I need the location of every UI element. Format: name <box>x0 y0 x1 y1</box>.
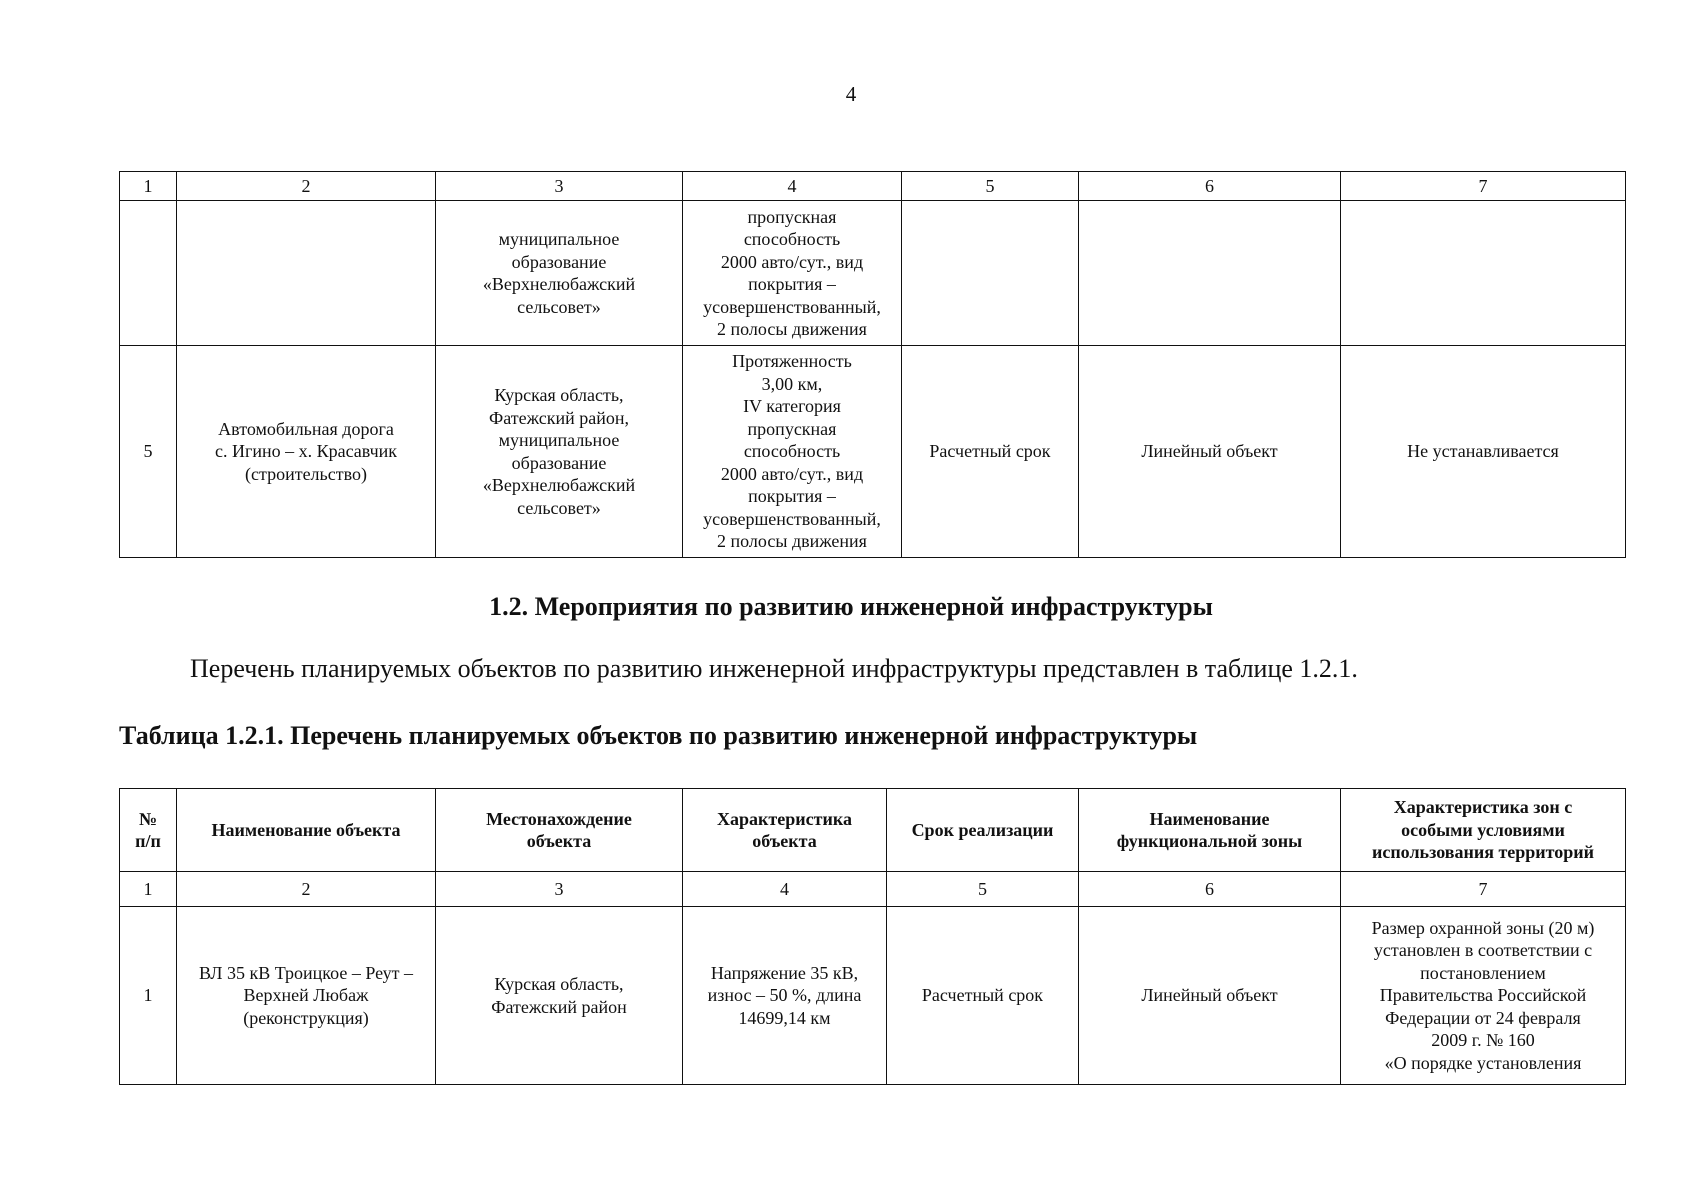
header-zone: Наименование функциональной зоны <box>1079 789 1341 872</box>
cell-num: 1 <box>120 907 177 1085</box>
table-row <box>120 201 1626 346</box>
column-number: 2 <box>177 172 436 201</box>
column-number: 6 <box>1079 172 1341 201</box>
cell-name <box>177 201 436 346</box>
cell-name: ВЛ 35 кВ Троицкое – Реут – Верхней Любаж (реконструкция) <box>177 907 436 1085</box>
cell-term <box>902 201 1079 346</box>
cell-characteristic: Протяженность 3,00 км, IV категория пропускная способность 2000 авто/сут., вид покрытия – усовершенствованный, 2 полосы движения <box>683 346 902 558</box>
column-number: 4 <box>683 172 902 201</box>
cell-zone: Линейный объект <box>1079 907 1341 1085</box>
cell-num: 5 <box>120 346 177 558</box>
cell-special-zone: Не устанавливается <box>1341 346 1626 558</box>
column-number: 4 <box>683 872 887 907</box>
body-paragraph: Перечень планируемых объектов по развитию инженерной инфраструктуры представлен в таблице 1.2.1. <box>190 654 1358 683</box>
column-number: 3 <box>436 872 683 907</box>
column-number: 7 <box>1341 172 1626 201</box>
cell-num <box>120 201 177 346</box>
cell-special-zone: Размер охранной зоны (20 м) установлен в соответствии с постановлением Правительства Российской Федерации от 24 февраля 2009 г. № 160 «О порядке установления <box>1341 907 1626 1085</box>
column-number: 3 <box>436 172 683 201</box>
cell-characteristic: Напряжение 35 кВ, износ – 50 %, длина 14699,14 км <box>683 907 887 1085</box>
table-row <box>120 346 1626 558</box>
header-name: Наименование объекта <box>177 789 436 872</box>
section-heading: 1.2. Мероприятия по развитию инженерной инфраструктуры <box>489 592 1213 621</box>
header-num: № п/п <box>120 789 177 872</box>
column-number: 1 <box>120 872 177 907</box>
header-characteristic: Характеристика объекта <box>683 789 887 872</box>
column-number: 7 <box>1341 872 1626 907</box>
header-location: Местонахождение объекта <box>436 789 683 872</box>
column-number: 2 <box>177 872 436 907</box>
cell-characteristic: пропускная способность 2000 авто/сут., вид покрытия – усовершенствованный, 2 полосы движения <box>683 201 902 346</box>
column-number: 1 <box>120 172 177 201</box>
table-caption: Таблица 1.2.1. Перечень планируемых объектов по развитию инженерной инфраструктуры <box>119 721 1198 750</box>
column-number-row <box>120 172 1626 201</box>
cell-location: Курская область, Фатежский район, муниципальное образование «Верхнелюбажский сельсовет» <box>436 346 683 558</box>
cell-location: муниципальное образование «Верхнелюбажский сельсовет» <box>436 201 683 346</box>
table-row <box>120 907 1626 1085</box>
page-number: 4 <box>845 82 857 106</box>
header-special-zone: Характеристика зон с особыми условиями использования территорий <box>1341 789 1626 872</box>
column-number: 5 <box>902 172 1079 201</box>
engineering-objects-table <box>119 788 1626 1085</box>
column-number: 6 <box>1079 872 1341 907</box>
cell-location: Курская область, Фатежский район <box>436 907 683 1085</box>
cell-special-zone <box>1341 201 1626 346</box>
column-number: 5 <box>887 872 1079 907</box>
cell-zone <box>1079 201 1341 346</box>
cell-term: Расчетный срок <box>902 346 1079 558</box>
header-term: Срок реализации <box>887 789 1079 872</box>
objects-table-continuation <box>119 171 1626 558</box>
cell-term: Расчетный срок <box>887 907 1079 1085</box>
cell-zone: Линейный объект <box>1079 346 1341 558</box>
column-number-row <box>120 872 1626 907</box>
table-header-row <box>120 789 1626 872</box>
cell-name: Автомобильная дорога с. Игино – х. Красавчик (строительство) <box>177 346 436 558</box>
